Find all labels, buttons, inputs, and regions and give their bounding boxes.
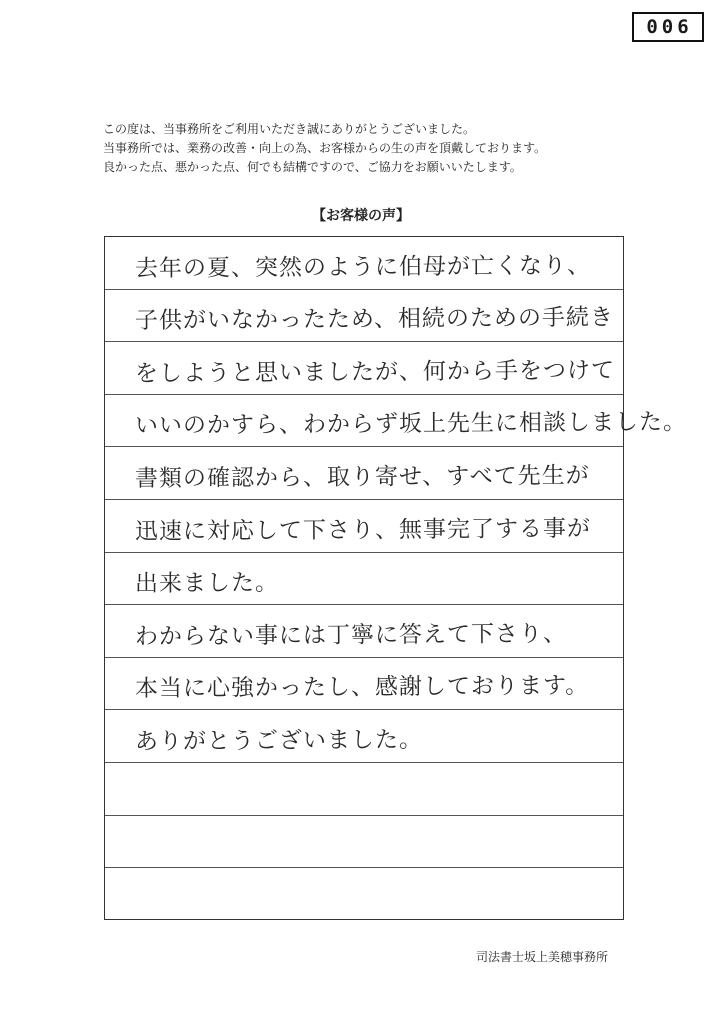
ruled-line [105,868,623,921]
intro-line: この度は、当事務所をご利用いただき誠にありがとうございました。 [103,122,476,136]
handwritten-comment-sheet [104,236,687,920]
ruled-line [105,658,623,711]
ruled-line [105,237,623,290]
office-name: 司法書士坂上美穂事務所 [476,950,609,964]
document-number-box: 006 [632,12,704,42]
handwritten-line: 子供がいなかったため、相続のための手続き [134,304,615,335]
ruled-line [105,763,623,816]
ruled-line [105,395,687,448]
handwritten-line: 去年の夏、突然のように伯母が亡くなり、 [134,252,591,282]
handwritten-line: 迅速に対応して下さり、無事完了する事が [134,515,591,545]
ruled-line [105,605,623,658]
intro-text [103,120,663,177]
ruled-line [105,710,623,763]
handwritten-line: 書類の確認から、取り寄せ、すべて先生が [134,462,590,492]
ruled-line [105,816,623,869]
handwritten-line: わからない事には丁寧に答えて下さり、 [134,620,567,650]
ruled-line [105,447,623,500]
ruled-line [105,500,623,553]
handwritten-line: ありがとうございました。 [134,726,423,755]
intro-line: 良かった点、悪かった点、何でも結構ですので、ご協力をお願いいたします。 [103,160,522,174]
section-title: 【お客様の声】 [312,208,410,224]
handwritten-line: 本当に心強かったし、感謝しております。 [134,673,590,703]
ruled-line [105,553,623,606]
ruled-line [105,342,623,395]
intro-line: 当事務所では、業務の改善・向上の為、お客様からの生の声を頂戴しております。 [103,141,547,155]
ruled-line [105,290,623,343]
handwritten-line: 出来ました。 [134,570,279,598]
handwritten-line: をしようと思いましたが、何から手をつけて [134,357,615,387]
handwritten-line: いいのかすら、わからず坂上先生に相談しました。 [134,409,687,440]
